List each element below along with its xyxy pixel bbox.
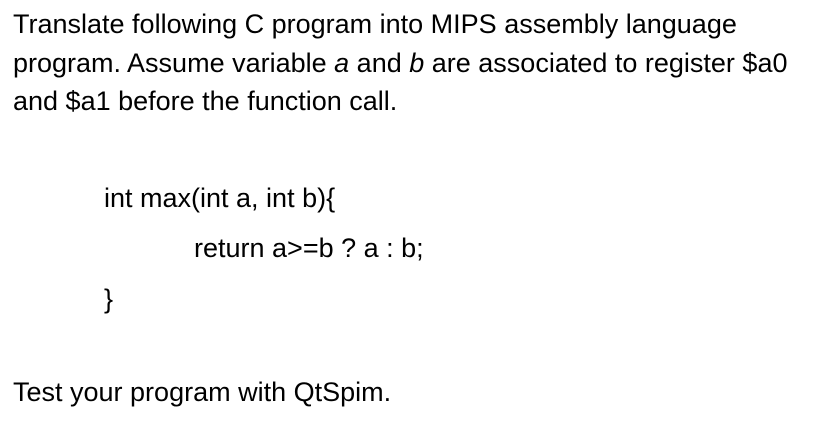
question-text-1: Translate following C program into MIPS assembly language program. Assume variable <box>13 9 737 78</box>
variable-a: a <box>334 47 350 78</box>
question-paragraph <box>13 5 833 121</box>
code-line-closing-brace: } <box>104 284 114 314</box>
question-text-3: are associated to register $a0 and $a1 before the function call. <box>13 47 788 116</box>
question-text-2: and <box>349 47 410 78</box>
test-instruction: Test your program with QtSpim. <box>13 377 392 407</box>
variable-b: b <box>409 47 425 78</box>
code-line-return: return a>=b ? a : b; <box>194 233 424 263</box>
code-line-function-signature: int max(int a, int b){ <box>104 183 336 213</box>
